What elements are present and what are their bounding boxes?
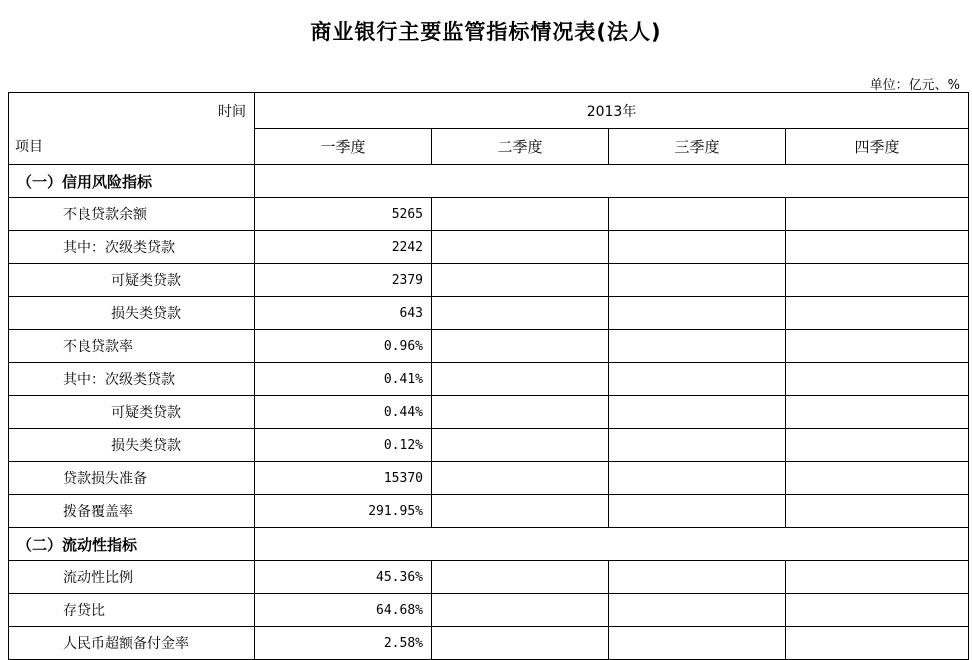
q2-value bbox=[432, 429, 609, 462]
q1-value: 0.44% bbox=[255, 396, 432, 429]
q2-value bbox=[432, 363, 609, 396]
year-header: 2013年 bbox=[255, 93, 969, 129]
row-label: 其中：次级类贷款 bbox=[9, 363, 255, 396]
row-label: 可疑类贷款 bbox=[9, 264, 255, 297]
q4-value bbox=[786, 627, 969, 660]
row-label: 拨备覆盖率 bbox=[9, 495, 255, 528]
table-row bbox=[9, 561, 969, 594]
q2-value bbox=[432, 561, 609, 594]
q4-value bbox=[786, 594, 969, 627]
row-label: 人民币超额备付金率 bbox=[9, 627, 255, 660]
q1-value: 0.41% bbox=[255, 363, 432, 396]
q4-value bbox=[786, 429, 969, 462]
q4-value bbox=[786, 363, 969, 396]
row-label: 损失类贷款 bbox=[9, 297, 255, 330]
section-empty-cell bbox=[255, 528, 969, 561]
header-row-quarters bbox=[9, 129, 969, 165]
q3-value bbox=[609, 231, 786, 264]
q1-value: 5265 bbox=[255, 198, 432, 231]
q4-value bbox=[786, 495, 969, 528]
row-label: 流动性比例 bbox=[9, 561, 255, 594]
q4-value bbox=[786, 198, 969, 231]
q1-value: 2.58% bbox=[255, 627, 432, 660]
table-row bbox=[9, 198, 969, 231]
q4-value bbox=[786, 297, 969, 330]
q2-value bbox=[432, 627, 609, 660]
q1-value: 643 bbox=[255, 297, 432, 330]
q3-value bbox=[609, 297, 786, 330]
q2-value bbox=[432, 495, 609, 528]
q2-value bbox=[432, 594, 609, 627]
q1-value: 0.96% bbox=[255, 330, 432, 363]
quarter-header-1: 一季度 bbox=[255, 129, 432, 165]
q3-value bbox=[609, 198, 786, 231]
q4-value bbox=[786, 231, 969, 264]
q4-value bbox=[786, 264, 969, 297]
row-label: 不良贷款余额 bbox=[9, 198, 255, 231]
q3-value bbox=[609, 462, 786, 495]
row-label: 损失类贷款 bbox=[9, 429, 255, 462]
q2-value bbox=[432, 297, 609, 330]
row-label: 存贷比 bbox=[9, 594, 255, 627]
table-row bbox=[9, 330, 969, 363]
q1-value: 45.36% bbox=[255, 561, 432, 594]
page-title: 商业银行主要监管指标情况表(法人) bbox=[310, 20, 662, 44]
q4-value bbox=[786, 330, 969, 363]
q2-value bbox=[432, 198, 609, 231]
quarter-header-3: 三季度 bbox=[609, 129, 786, 165]
q3-value bbox=[609, 429, 786, 462]
section-title: （二）流动性指标 bbox=[9, 528, 255, 561]
q3-value bbox=[609, 363, 786, 396]
q3-value bbox=[609, 495, 786, 528]
q3-value bbox=[609, 594, 786, 627]
q4-value bbox=[786, 462, 969, 495]
q3-value bbox=[609, 627, 786, 660]
q2-value bbox=[432, 462, 609, 495]
q4-value bbox=[786, 561, 969, 594]
q2-value bbox=[432, 396, 609, 429]
indicator-table bbox=[8, 92, 969, 660]
q3-value bbox=[609, 264, 786, 297]
q4-value bbox=[786, 396, 969, 429]
q3-value bbox=[609, 396, 786, 429]
item-header: 项目 bbox=[9, 129, 255, 165]
q1-value: 2379 bbox=[255, 264, 432, 297]
q1-value: 15370 bbox=[255, 462, 432, 495]
table-row bbox=[9, 231, 969, 264]
row-label: 其中：次级类贷款 bbox=[9, 231, 255, 264]
q3-value bbox=[609, 330, 786, 363]
row-label: 可疑类贷款 bbox=[9, 396, 255, 429]
table-row bbox=[9, 264, 969, 297]
q1-value: 0.12% bbox=[255, 429, 432, 462]
unit-label: 单位：亿元、% bbox=[869, 78, 960, 93]
q2-value bbox=[432, 231, 609, 264]
q3-value bbox=[609, 561, 786, 594]
quarter-header-4: 四季度 bbox=[786, 129, 969, 165]
row-label: 不良贷款率 bbox=[9, 330, 255, 363]
q1-value: 2242 bbox=[255, 231, 432, 264]
section-row-liquidity bbox=[9, 528, 969, 561]
table-row bbox=[9, 495, 969, 528]
q2-value bbox=[432, 330, 609, 363]
header-row-year bbox=[9, 93, 969, 129]
table-row bbox=[9, 297, 969, 330]
table-row bbox=[9, 462, 969, 495]
table-row bbox=[9, 429, 969, 462]
section-row-credit-risk bbox=[9, 165, 969, 198]
q2-value bbox=[432, 264, 609, 297]
quarter-header-2: 二季度 bbox=[432, 129, 609, 165]
table-row bbox=[9, 396, 969, 429]
table-row bbox=[9, 363, 969, 396]
section-empty-cell bbox=[255, 165, 969, 198]
section-title: （一）信用风险指标 bbox=[9, 165, 255, 198]
table-row bbox=[9, 594, 969, 627]
q1-value: 64.68% bbox=[255, 594, 432, 627]
row-label: 贷款损失准备 bbox=[9, 462, 255, 495]
time-header: 时间 bbox=[9, 93, 255, 129]
q1-value: 291.95% bbox=[255, 495, 432, 528]
table-row bbox=[9, 627, 969, 660]
